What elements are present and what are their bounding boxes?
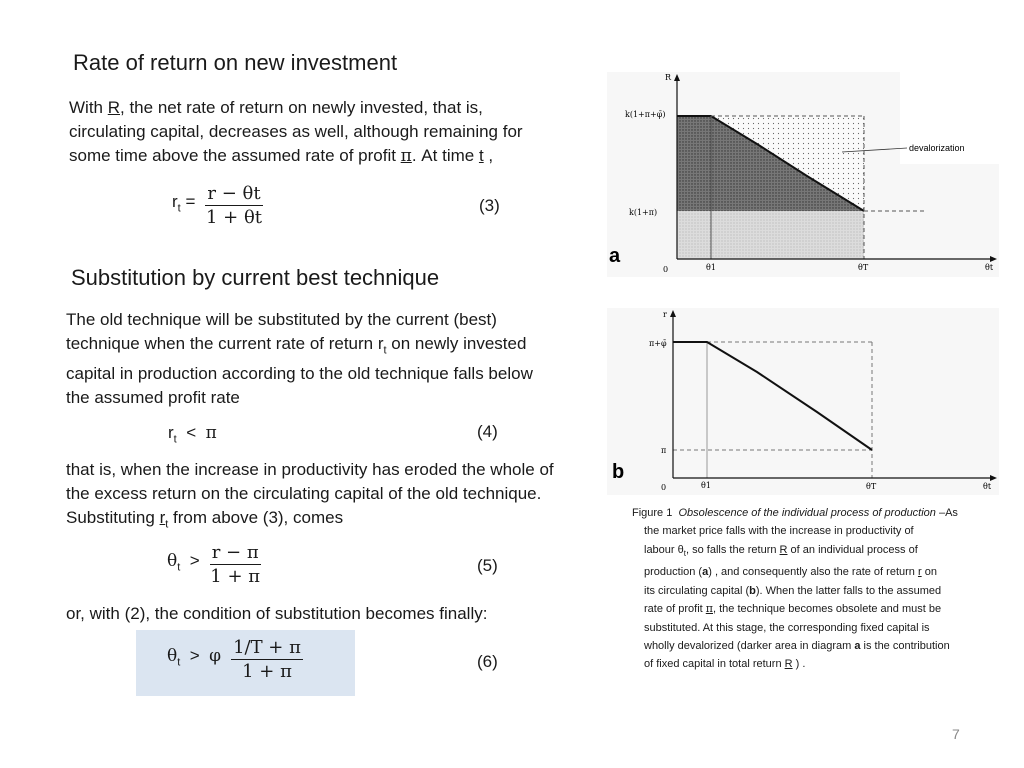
figure-b-diagram (607, 308, 999, 495)
substitution-paragraph-1: The old technique will be substituted by the current (best) technique when the current rate of return $r_t$ on newly invested capital in production according to the old technique falls below the assumed profit rate (66, 310, 533, 408)
equation-3-number: (3) (479, 196, 500, 215)
figure-b-y-arrow (670, 310, 676, 317)
equation-4-number: (4) (477, 422, 498, 441)
figure-b-rate-curve (673, 342, 872, 450)
caption-line-5: its circulating capital (b). When the latter falls to the assumed (644, 584, 942, 597)
figure-a-x-label: θt (985, 263, 994, 272)
figure-b-label: b (612, 461, 625, 483)
caption-line-8: wholly devalorized (darker area in diagram a is the contribution (644, 640, 950, 653)
section-title-rate-of-return: Rate of return on new investment (73, 50, 398, 75)
figure-b-tick-theta1: θ1 (701, 481, 711, 490)
substitution-paragraph-3: or, with (2), the condition of substitution becomes finally: (66, 604, 488, 623)
figure-b-tick-top: π+φ̄ (649, 339, 667, 348)
equation-5-number: (5) (477, 556, 498, 575)
equation-6: $\theta_t > \varphi$ $\frac{1/T + \pi}{1 + \pi}$ (167, 637, 301, 682)
figure-a-diagram (607, 72, 999, 277)
figure-b-tick-0: 0 (661, 483, 667, 492)
figure-a-circulating-area (677, 211, 864, 259)
figure-a-tick-top: k(1+π+φ̄) (625, 110, 666, 119)
caption-line-3: labour $\theta_t$, so falls the return R of an individual process of (644, 543, 918, 558)
equation-6-number: (6) (477, 652, 498, 671)
figure-a-tick-low: k(1+π) (629, 208, 658, 217)
figure-b-x-arrow (990, 475, 997, 481)
equation-5: $\theta_t$ > $\frac{r - \pi}{1 + \pi}$ (167, 542, 261, 587)
page-number: 7 (952, 726, 960, 742)
equation-5-fraction: $\frac{r - \pi}{1 + \pi}$ (210, 542, 261, 587)
substitution-paragraph-2: that is, when the increase in productivity has eroded the whole of the excess return on the circulating capital of the old technique. Substituting $r_t$ from above (3), comes (66, 460, 554, 531)
figure-b-tick-thetaT: θT (866, 482, 877, 491)
rate-of-return-paragraph: With R, the net rate of return on newly invested, that is, circulating capital, decreases as well, although remaining for some time above the assumed rate of profit π. At time t , (69, 98, 523, 166)
caption-line-4: production (a) , and consequently also the rate of return r on (644, 566, 937, 579)
figure-caption (632, 504, 992, 674)
figure-a-label: a (609, 245, 621, 267)
equation-3-fraction: $\frac{r - \theta t}{1 + \theta t}$ (205, 183, 263, 228)
figure-a-x-arrow (990, 256, 997, 262)
equation-3: $r_t$ = $\frac{r - \theta t}{1 + \theta t}$ (172, 183, 263, 228)
equation-4: $r_t < \pi$ (168, 423, 217, 446)
caption-line-1: Figure 1 Obsolescence of the individual process of production –As (632, 507, 958, 519)
figure-a-annotation: devalorization (909, 143, 965, 153)
caption-line-2: the market price falls with the increase in productivity of (644, 525, 914, 538)
figure-a-tick-thetaT: θT (858, 263, 869, 272)
figure-b-tick-low: π (661, 446, 667, 455)
figure-a-tick-0: 0 (663, 265, 669, 274)
figure-b-x-label: θt (983, 482, 992, 491)
figure-a-y-arrow (674, 74, 680, 81)
caption-line-9: of fixed capital in total return R ) . (644, 658, 806, 671)
section-title-substitution: Substitution by current best technique (71, 265, 440, 290)
caption-line-7: substituted. At this stage, the corresponding fixed capital is (644, 621, 930, 634)
figure-a-y-label: R (665, 73, 672, 82)
equation-6-fraction: $\frac{1/T + \pi}{1 + \pi}$ (233, 637, 301, 682)
figure-b-y-label: r (663, 310, 667, 319)
figure-a-tick-theta1: θ1 (706, 263, 716, 272)
caption-line-6: rate of profit π, the technique becomes obsolete and must be (644, 602, 942, 616)
